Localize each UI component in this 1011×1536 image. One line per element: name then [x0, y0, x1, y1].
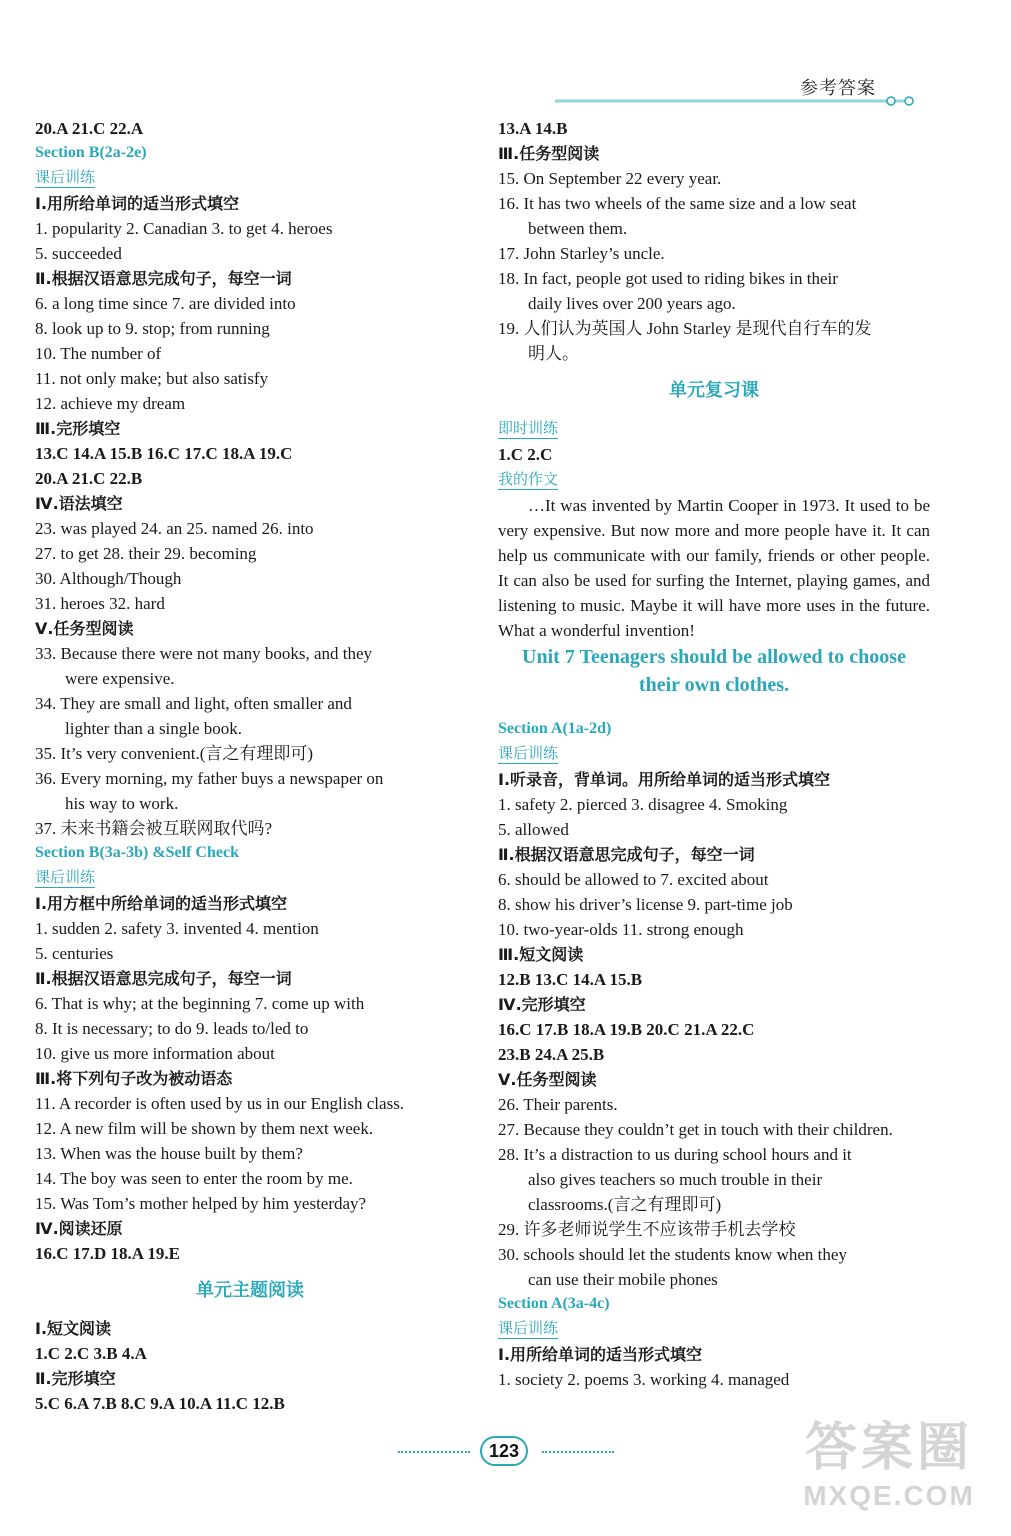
practice-tag [498, 467, 930, 493]
question-heading: Ⅴ.任务型阅读 [35, 619, 134, 638]
essay-paragraph: …It was invented by Martin Cooper in 1973. It used to be very expensive. But now more and more people have it. It can help us communicate with our family, friends or other people. It can also be used for surfing the Internet, playing games, and listening to music. Maybe it will have more uses in the future. What a wonderful invention! [498, 496, 930, 640]
answer-line: 34. They are small and light, often smaller and [35, 694, 352, 713]
question-heading: Ⅱ.根据汉语意思完成句子，每空一词 [35, 269, 292, 288]
page-number-badge [398, 1432, 614, 1472]
answer-line: 18. In fact, people got used to riding bikes in their [498, 269, 838, 288]
answer-line: 1. society 2. poems 3. working 4. managed [498, 1370, 790, 1389]
question-heading: Ⅲ.完形填空 [35, 419, 121, 438]
practice-tag [498, 1316, 930, 1342]
unit-title: their own clothes. [638, 674, 790, 696]
section-title: Section A(1a-2d) [498, 720, 612, 737]
answer-line: 11. A recorder is often used by us in our English class. [35, 1094, 405, 1113]
answer-line: 5. centuries [35, 944, 114, 963]
answer-line: 10. give us more information about [35, 1044, 275, 1063]
practice-tag-label: 课后训练 [35, 168, 96, 186]
unit-title: Unit 7 Teenagers should be allowed to choose [522, 646, 906, 668]
answer-line: 12. A new film will be shown by them next week. [35, 1119, 374, 1138]
answer-line: 28. It’s a distraction to us during school hours and it [498, 1145, 852, 1164]
watermark-logo [779, 1416, 999, 1526]
answer-line: 30. schools should let the students know when they [498, 1245, 847, 1264]
question-heading: Ⅲ.任务型阅读 [498, 144, 600, 163]
answer-key-line: 1.C 2.C [498, 445, 553, 464]
question-heading: Ⅲ.将下列句子改为被动语态 [35, 1069, 233, 1088]
answer-key-line: 16.C 17.B 18.A 19.B 20.C 21.A 22.C [498, 1020, 755, 1039]
header-rule [555, 96, 915, 106]
practice-tag-label: 我的作文 [498, 470, 559, 488]
page-dots-right [542, 1451, 614, 1455]
answer-line: 37. 未来书籍会被互联网取代吗? [35, 819, 273, 838]
answer-line: 5. allowed [498, 820, 569, 839]
answer-line: 6. That is why; at the beginning 7. come up with [35, 994, 365, 1013]
answer-line: 27. Because they couldn’t get in touch with their children. [498, 1120, 893, 1139]
question-heading: Ⅳ.语法填空 [35, 494, 123, 513]
answer-continuation: his way to work. [65, 794, 179, 813]
page-dots-left [398, 1451, 470, 1455]
answer-continuation: lighter than a single book. [65, 719, 243, 738]
watermark-bottom: MXQE.COM [803, 1480, 975, 1511]
answer-key-line: 5.C 6.A 7.B 8.C 9.A 10.A 11.C 12.B [35, 1394, 285, 1413]
question-heading: Ⅰ.用方框中所给单词的适当形式填空 [35, 894, 288, 913]
answer-continuation: between them. [528, 219, 628, 238]
practice-tag-label: 课后训练 [498, 744, 559, 762]
answer-continuation: 明人。 [528, 344, 579, 363]
answer-line: 13. When was the house built by them? [35, 1144, 303, 1163]
header-label: 参考答案 [800, 78, 876, 99]
answer-line: 5. succeeded [35, 244, 122, 263]
question-heading: Ⅰ.用所给单词的适当形式填空 [35, 194, 240, 213]
answer-continuation: classrooms.(言之有理即可) [528, 1195, 722, 1214]
answer-line: 31. heroes 32. hard [35, 594, 165, 613]
answer-line: 35. It’s very convenient.(言之有理即可) [35, 744, 314, 763]
question-heading: Ⅰ.听录音，背单词。用所给单词的适当形式填空 [498, 770, 831, 789]
answer-line: 15. Was Tom’s mother helped by him yesterday? [35, 1194, 367, 1213]
answer-line: 8. It is necessary; to do 9. leads to/led to [35, 1019, 309, 1038]
answer-line: 19. 人们认为英国人 John Starley 是现代自行车的发 [498, 319, 872, 338]
answer-continuation: daily lives over 200 years ago. [528, 294, 736, 313]
question-heading: Ⅱ.根据汉语意思完成句子，每空一词 [498, 845, 755, 864]
left-column [35, 116, 465, 1416]
answer-key-line: 13.C 14.A 15.B 16.C 17.C 18.A 19.C [35, 444, 293, 463]
answer-line: 17. John Starley’s uncle. [498, 244, 665, 263]
answer-key-line: 1.C 2.C 3.B 4.A [35, 1344, 147, 1363]
right-column [498, 116, 930, 1392]
section-title: Section A(3a-4c) [498, 1295, 610, 1312]
answer-line: 6. a long time since 7. are divided into [35, 294, 296, 313]
answer-continuation: were expensive. [65, 669, 175, 688]
answer-line: 33. Because there were not many books, and they [35, 644, 373, 663]
answer-key-line: 20.A 21.C 22.A [35, 119, 144, 138]
answer-line: 6. should be allowed to 7. excited about [498, 870, 769, 889]
question-heading: Ⅳ.完形填空 [498, 995, 586, 1014]
answer-line: 1. popularity 2. Canadian 3. to get 4. heroes [35, 219, 333, 238]
practice-tag [498, 416, 930, 442]
answer-line: 10. two-year-olds 11. strong enough [498, 920, 744, 939]
practice-tag [35, 165, 465, 191]
watermark-top: 答案圈 [804, 1418, 973, 1478]
answer-line: 23. was played 24. an 25. named 26. into [35, 519, 314, 538]
page-number: 123 [480, 1436, 528, 1466]
answer-line: 1. safety 2. pierced 3. disagree 4. Smoking [498, 795, 788, 814]
practice-tag-label: 即时训练 [498, 419, 559, 437]
question-heading: Ⅳ.阅读还原 [35, 1219, 123, 1238]
answer-line: 29. 许多老师说学生不应该带手机去学校 [498, 1220, 796, 1239]
answer-continuation: can use their mobile phones [528, 1270, 718, 1289]
answer-key-line: 16.C 17.D 18.A 19.E [35, 1244, 180, 1263]
answer-line: 30. Although/Though [35, 569, 182, 588]
question-heading: Ⅴ.任务型阅读 [498, 1070, 597, 1089]
practice-tag [35, 865, 465, 891]
practice-tag-label: 课后训练 [498, 1319, 559, 1337]
answer-continuation: also gives teachers so much trouble in their [528, 1170, 823, 1189]
section-title: Section B(2a-2e) [35, 144, 147, 161]
question-heading: Ⅱ.根据汉语意思完成句子，每空一词 [35, 969, 292, 988]
question-heading: Ⅰ.用所给单词的适当形式填空 [498, 1345, 703, 1364]
answer-line: 16. It has two wheels of the same size and a low seat [498, 194, 857, 213]
question-heading: Ⅰ.短文阅读 [35, 1319, 112, 1338]
chapter-title: 单元复习课 [669, 380, 759, 401]
spacer [498, 699, 930, 717]
rule-dot [905, 97, 913, 105]
answer-key-line: 20.A 21.C 22.B [35, 469, 143, 488]
answer-line: 12. achieve my dream [35, 394, 186, 413]
answer-line: 8. show his driver’s license 9. part-time job [498, 895, 793, 914]
answer-key-line: 23.B 24.A 25.B [498, 1045, 605, 1064]
section-title: Section B(3a-3b) &Self Check [35, 844, 239, 861]
answer-line: 14. The boy was seen to enter the room by me. [35, 1169, 353, 1188]
answer-key-line: 12.B 13.C 14.A 15.B [498, 970, 643, 989]
question-heading: Ⅲ.短文阅读 [498, 945, 584, 964]
answer-line: 27. to get 28. their 29. becoming [35, 544, 257, 563]
question-heading: Ⅱ.完形填空 [35, 1369, 116, 1388]
answer-line: 1. sudden 2. safety 3. invented 4. mention [35, 919, 319, 938]
answer-line: 8. look up to 9. stop; from running [35, 319, 270, 338]
answer-key-line: 13.A 14.B [498, 119, 568, 138]
answer-line: 11. not only make; but also satisfy [35, 369, 269, 388]
practice-tag [498, 741, 930, 767]
rule-dot [887, 97, 895, 105]
practice-tag-label: 课后训练 [35, 868, 96, 886]
answer-line: 15. On September 22 every year. [498, 169, 722, 188]
answer-line: 26. Their parents. [498, 1095, 618, 1114]
answer-line: 36. Every morning, my father buys a newspaper on [35, 769, 384, 788]
chapter-title: 单元主题阅读 [196, 1280, 304, 1301]
answer-line: 10. The number of [35, 344, 162, 363]
